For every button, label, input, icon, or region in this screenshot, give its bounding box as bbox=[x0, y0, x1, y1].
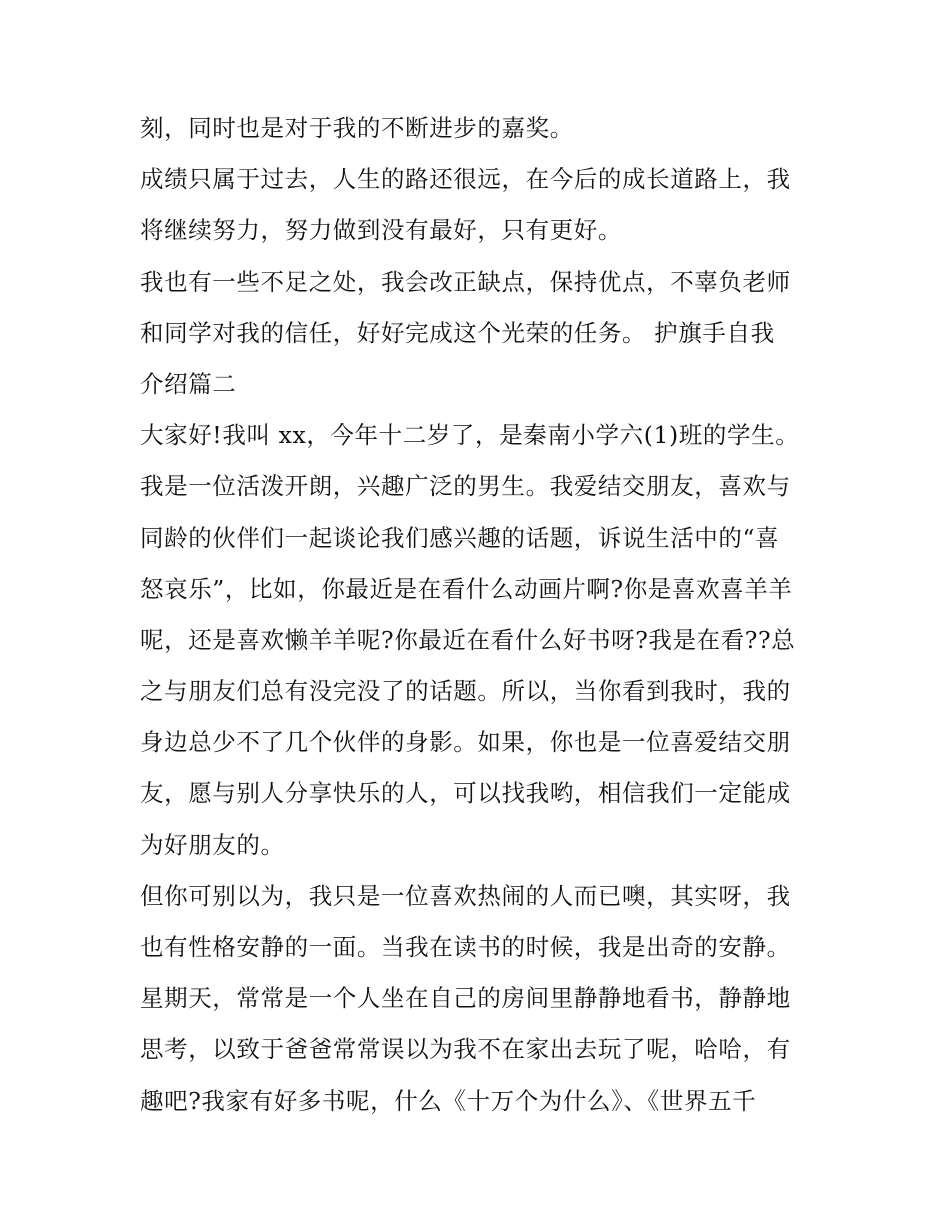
text-line: 怒哀乐”，比如，你最近是在看什么动画片啊?你是喜欢喜羊羊 bbox=[140, 574, 793, 603]
text-line: 我是一位活泼开朗，兴趣广泛的男生。我爱结交朋友，喜欢与 bbox=[140, 472, 791, 501]
text-line: 思考，以致于爸爸常常误以为我不在家出去玩了呢，哈哈，有 bbox=[140, 1035, 791, 1064]
text-line: 同龄的伙伴们一起谈论我们感兴趣的话题，诉说生活中的“喜 bbox=[140, 523, 780, 552]
text-line: 介绍篇二 bbox=[140, 369, 237, 398]
text-line: 为好朋友的。 bbox=[140, 830, 285, 859]
text-line: 呢，还是喜欢懒羊羊呢?你最近在看什么好书呀?我是在看??总 bbox=[140, 625, 796, 654]
text-line: 友，愿与别人分享快乐的人，可以找我哟，相信我们一定能成 bbox=[140, 779, 791, 808]
text-line: 之与朋友们总有没完没了的话题。所以，当你看到我时，我的 bbox=[140, 677, 791, 706]
text-line: 大家好!我叫 xx，今年十二岁了，是秦南小学六(1)班的学生。 bbox=[140, 421, 800, 450]
text-line: 身边总少不了几个伙伴的身影。如果，你也是一位喜爱结交朋 bbox=[140, 728, 791, 757]
text-line: 我也有一些不足之处，我会改正缺点，保持优点，不辜负老师 bbox=[140, 267, 791, 296]
text-line: 但你可别以为，我只是一位喜欢热闹的人而已噢，其实呀，我 bbox=[140, 881, 791, 910]
text-line: 星期天，常常是一个人坐在自己的房间里静静地看书，静静地 bbox=[140, 984, 791, 1013]
text-line: 将继续努力，努力做到没有最好，只有更好。 bbox=[140, 216, 622, 245]
text-line: 也有性格安静的一面。当我在读书的时候，我是出奇的安静。 bbox=[140, 933, 791, 961]
text-line: 趣吧?我家有好多书呢，什么《十万个为什么》、《世界五千 bbox=[140, 1086, 757, 1115]
text-line: 成绩只属于过去，人生的路还很远，在今后的成长道路上，我 bbox=[140, 165, 791, 194]
text-line: 和同学对我的信任，好好完成这个光荣的任务。 护旗手自我 bbox=[140, 318, 775, 347]
body-text bbox=[140, 103, 820, 1127]
text-line: 刻，同时也是对于我的不断进步的嘉奖。 bbox=[140, 114, 574, 142]
